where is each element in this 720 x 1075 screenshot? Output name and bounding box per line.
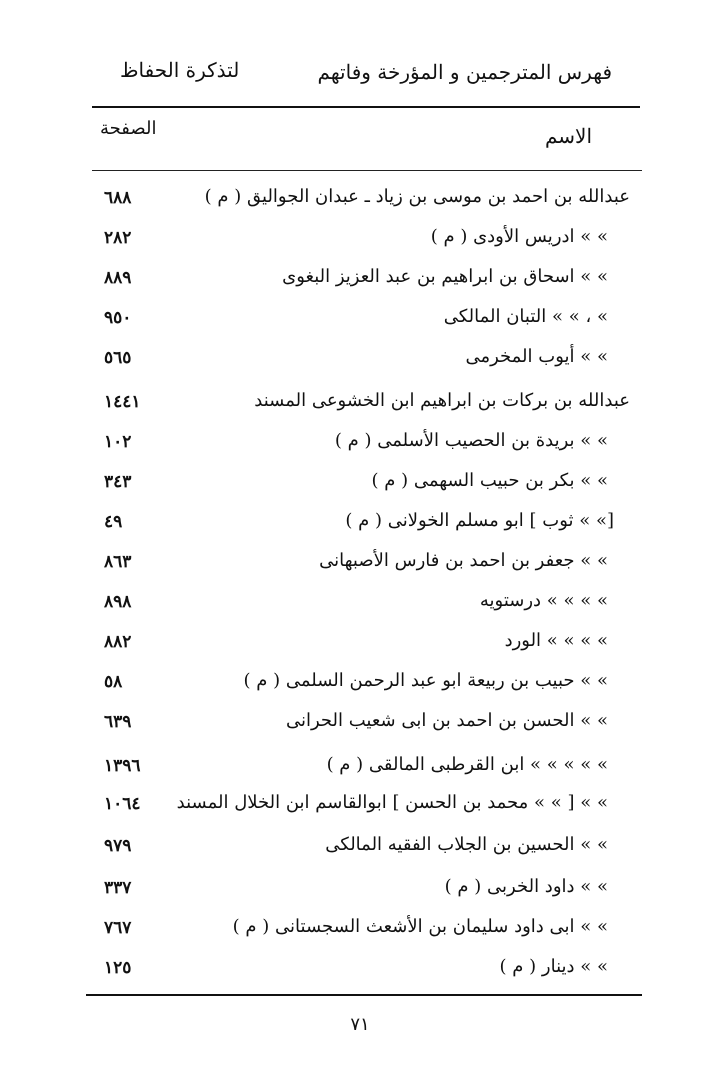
- footer-rule: [86, 994, 642, 996]
- entry-page-number: ٣٤٣: [104, 472, 132, 492]
- entry-name: » » بريدة بن الحصيب الأسلمى ( م ): [334, 430, 608, 451]
- entry-page-number: ٩٧٩: [104, 836, 132, 856]
- entry-page-number: ١٠٢: [104, 432, 132, 452]
- entry-page-number: ٨٨٢: [104, 632, 132, 652]
- book-title: لتذكرة الحفاظ: [120, 58, 240, 82]
- entry-name: [» » ثوب ] ابو مسلم الخولانى ( م ): [345, 510, 614, 531]
- index-entry: [0, 338, 720, 378]
- entry-name: » » الحسين بن الجلاب الفقيه المالكى: [325, 834, 608, 855]
- header-rule: [92, 106, 640, 108]
- entry-name: » » حبيب بن ربيعة ابو عبد الرحمن السلمى ( م ): [243, 670, 608, 691]
- index-entry: [0, 868, 720, 908]
- entry-name: » » » » » ابن القرطبى المالقى ( م ): [326, 754, 608, 775]
- entry-page-number: ٦٨٨: [104, 188, 132, 208]
- index-entry: [0, 582, 720, 622]
- entry-page-number: ١٢٥: [104, 958, 132, 978]
- entry-name: » » داود الخربى ( م ): [444, 876, 608, 897]
- index-entry: [0, 218, 720, 258]
- index-entry: [0, 258, 720, 298]
- index-entry: [0, 746, 720, 786]
- entry-name: » » جعفر بن احمد بن فارس الأصبهانى: [319, 550, 608, 571]
- column-heading-rule: [92, 170, 642, 171]
- index-entry: [0, 662, 720, 702]
- index-entry: [0, 908, 720, 948]
- entry-name: » ، » » التبان المالكى: [443, 306, 608, 327]
- entry-page-number: ٨٦٣: [104, 552, 132, 572]
- entry-page-number: ٥٨: [104, 672, 123, 692]
- index-entry: [0, 784, 720, 824]
- entry-name: » » ابى داود سليمان بن الأشعث السجستانى ( م ): [232, 916, 608, 937]
- entry-name: » » أيوب المخرمى: [465, 346, 608, 367]
- page-number: ٧١: [350, 1014, 370, 1035]
- entry-page-number: ٩٥٠: [104, 308, 132, 328]
- index-entry: [0, 422, 720, 462]
- entry-page-number: ٢٨٢: [104, 228, 132, 248]
- entry-name: » » » » الورد: [504, 630, 608, 651]
- entry-name: » » » » درستويه: [479, 590, 608, 611]
- entry-page-number: ٣٣٧: [104, 878, 132, 898]
- entry-page-number: ١٤٤١: [104, 392, 141, 412]
- entry-name: » » بكر بن حبيب السهمى ( م ): [371, 470, 608, 491]
- page-column-heading: الصفحة: [100, 118, 157, 139]
- entry-page-number: ١٠٦٤: [104, 794, 141, 814]
- index-entry: [0, 178, 720, 218]
- entry-page-number: ٧٦٧: [104, 918, 132, 938]
- index-entry: [0, 542, 720, 582]
- entry-page-number: ٦٣٩: [104, 712, 132, 732]
- index-entry: [0, 298, 720, 338]
- entry-name: » » الحسن بن احمد بن ابى شعيب الحرانى: [285, 710, 608, 731]
- index-entry: [0, 502, 720, 542]
- entry-page-number: ٨٩٨: [104, 592, 132, 612]
- index-entry: [0, 382, 720, 422]
- entry-name: عبدالله بن احمد بن موسى بن زياد ـ عبدان الجواليق ( م ): [204, 186, 630, 207]
- index-entry: [0, 622, 720, 662]
- running-title: فهرس المترجمين و المؤرخة وفاتهم: [317, 60, 612, 84]
- index-entry: [0, 826, 720, 866]
- entry-name: » » دينار ( م ): [499, 956, 608, 977]
- entry-name: عبدالله بن بركات بن ابراهيم ابن الخشوعى المسند: [254, 390, 630, 411]
- entry-name: » » اسحاق بن ابراهيم بن عبد العزيز البغوى: [282, 266, 608, 287]
- entry-page-number: ٥٦٥: [104, 348, 132, 368]
- entry-page-number: ٤٩: [104, 512, 123, 532]
- index-entry: [0, 702, 720, 742]
- index-entry: [0, 948, 720, 988]
- entry-page-number: ١٣٩٦: [104, 756, 141, 776]
- index-entry: [0, 462, 720, 502]
- entry-name: » » [ » » محمد بن الحسن ] ابوالقاسم ابن الخلال المسند: [176, 792, 608, 813]
- entry-name: » » ادريس الأودى ( م ): [430, 226, 608, 247]
- name-column-heading: الاسم: [544, 124, 592, 148]
- entry-page-number: ٨٨٩: [104, 268, 132, 288]
